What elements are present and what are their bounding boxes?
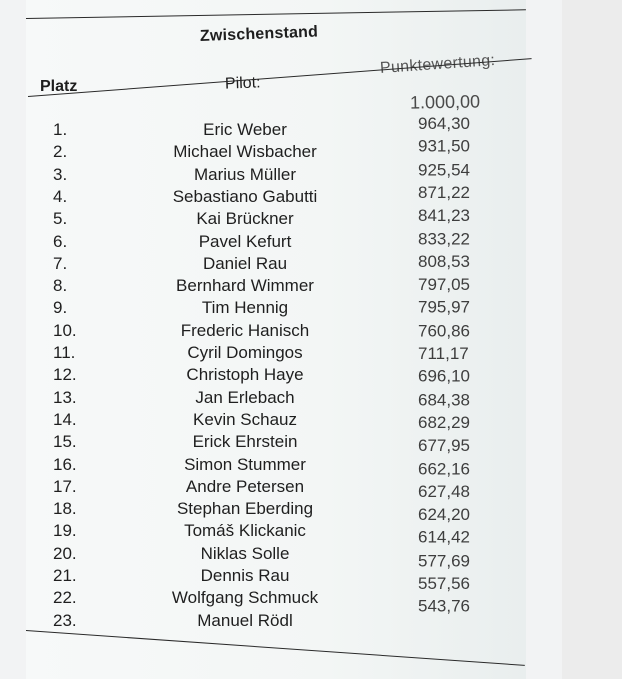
score: 841,23 [418,205,470,225]
pilot-name: Stephan Eberding [176,499,314,519]
score: 624,20 [418,504,470,524]
rank: 7. [53,253,68,273]
rank: 18. [53,499,77,519]
rank: 13. [53,387,77,407]
table-row [0,321,622,343]
pilot-name: Cyril Domingos [187,343,303,362]
rank: 9. [53,298,68,318]
table-row [0,588,622,616]
rank: 11. [53,343,76,362]
pilot-name: Tim Hennig [201,298,289,318]
score: 711,17 [418,344,469,363]
table-row [0,611,622,633]
pilot-name: Michael Wisbacher [173,142,317,162]
score: 795,97 [418,297,470,317]
table-row [0,477,622,499]
table-row [0,499,622,524]
table-row [0,182,622,209]
score: 677,95 [418,435,470,455]
pilot-name: Andre Petersen [185,476,305,496]
score: 797,05 [418,274,470,294]
score: 614,42 [418,527,470,547]
score: 682,29 [418,412,470,432]
score: 808,53 [418,251,470,271]
rank: 3. [53,164,68,184]
table-row [0,229,622,254]
rank: 4. [53,186,68,206]
pilot-name: Wolfgang Schmuck [171,588,319,608]
score: 662,16 [418,459,470,478]
score: 684,38 [418,389,470,409]
rank: 5. [53,209,68,229]
header-pilot: Pilot: [224,74,261,93]
pilot-name: Kai Brückner [196,209,294,229]
pilot-name: Daniel Rau [202,253,288,273]
rank: 6. [53,231,68,251]
top-score: 1.000,00 [409,91,481,113]
score: 833,22 [418,229,470,248]
rank: 21. [53,566,77,585]
pilot-name: Christoph Haye [186,365,304,385]
table-row [0,114,622,142]
rank: 14. [53,409,77,429]
table-row [0,251,622,276]
table-row [0,343,622,365]
score: 871,22 [418,182,470,202]
score: 577,69 [418,550,470,570]
score: 925,54 [418,159,470,179]
rank: 15. [53,432,77,452]
table-row [0,276,622,298]
table-row [0,455,622,477]
score: 964,30 [418,114,470,133]
pilot-name: Simon Stummer [184,454,306,474]
table-row [0,410,622,432]
rank: 16. [53,454,77,474]
pilot-name: Dennis Rau [200,566,290,585]
table-row [0,159,622,187]
pilot-name: Eric Weber [203,120,287,139]
rank: 22. [53,588,77,608]
rank: 8. [53,276,68,296]
table-row [0,298,622,320]
pilot-name: Kevin Schauz [193,409,297,429]
rank: 12. [53,365,77,385]
table-row [0,136,622,164]
rank: 10. [53,320,77,340]
pilot-name: Manuel Rödl [197,610,293,630]
pilot-name: Sebastiano Gabutti [172,186,318,206]
rank: 1. [53,120,68,139]
page-title: Zwischenstand [199,23,319,45]
rank: 2. [53,142,68,162]
score: 760,86 [418,320,470,340]
table-row [0,566,622,593]
table-row [0,521,622,547]
score: 931,50 [418,136,470,156]
header-punktewertung: Punktewertung: [379,51,496,78]
rank: 17. [53,476,77,496]
header-platz: Platz [40,78,78,95]
pilot-name: Pavel Kefurt [198,231,292,251]
table-row [0,432,622,454]
table-row [0,543,622,570]
table-row [0,388,622,410]
score: 557,56 [418,574,470,593]
pilot-name: Jan Erlebach [195,387,295,407]
score: 696,10 [418,366,470,386]
rank: 23. [53,610,77,630]
pilot-name: Niklas Solle [200,543,290,563]
pilot-name: Frederic Hanisch [180,320,310,340]
rank: 19. [53,521,77,541]
pilot-name: Bernhard Wimmer [176,276,314,296]
score: 627,48 [418,481,470,501]
pilot-name: Marius Müller [193,164,297,184]
rank: 20. [53,543,77,563]
table-row [0,365,622,387]
pilot-name: Tomáš Klickanic [184,521,306,541]
score: 543,76 [418,596,470,616]
pilot-name: Erick Ehrstein [192,432,298,452]
table-row [0,205,622,231]
